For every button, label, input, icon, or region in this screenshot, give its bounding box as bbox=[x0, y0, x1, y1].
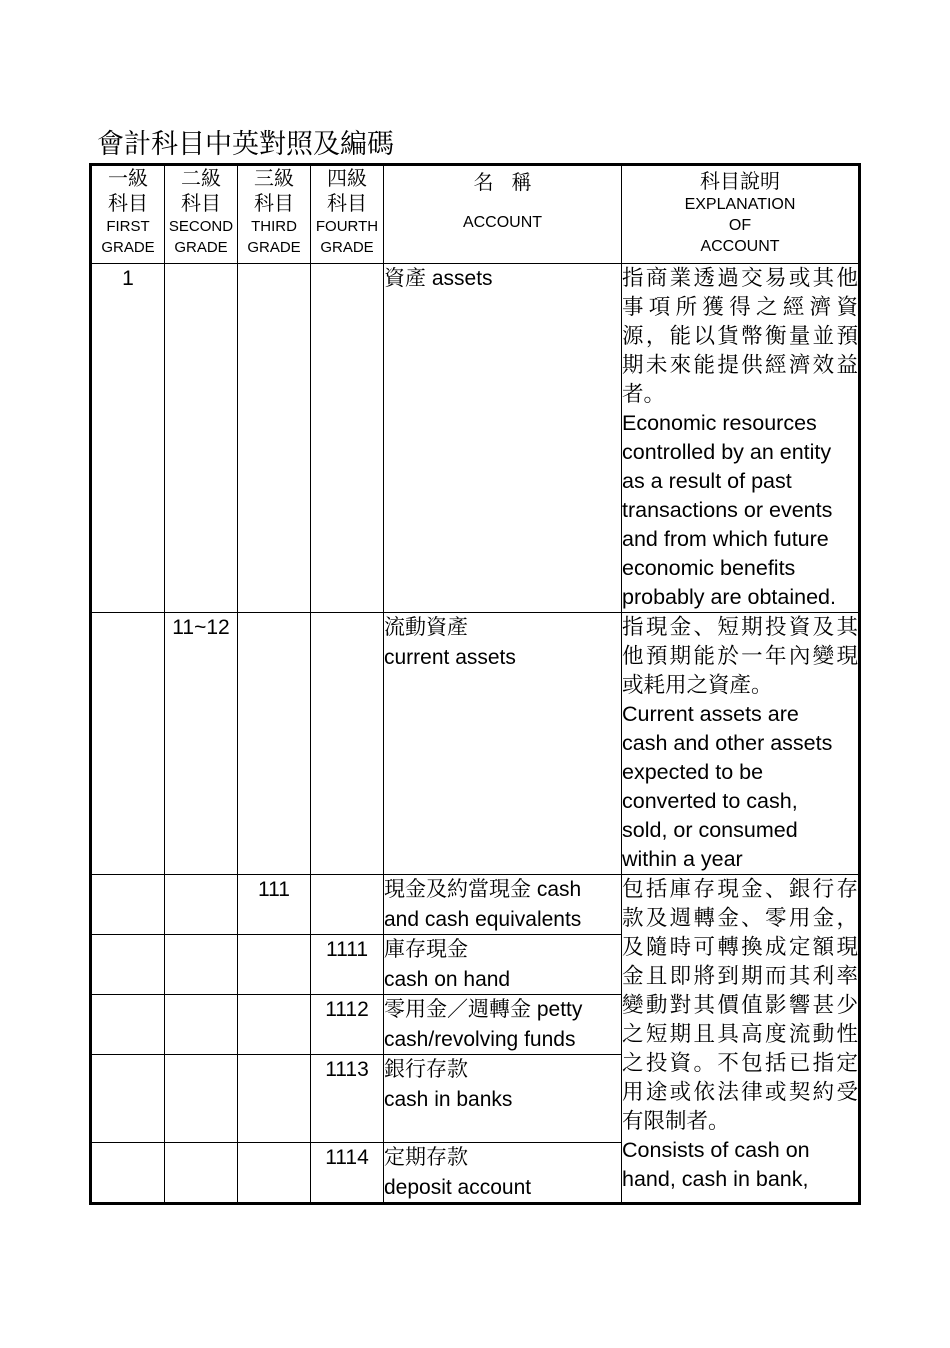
header-en-grade: GRADE bbox=[101, 239, 155, 256]
account-name-line: 零用金／週轉金 petty bbox=[384, 998, 583, 1021]
explanation-cn-line: 變動對其價值影響甚少 bbox=[622, 993, 858, 1017]
cell-second-grade bbox=[165, 875, 238, 935]
explanation-cn-line: 包括庫存現金、銀行存 bbox=[622, 877, 858, 901]
cell-first-grade: 1 bbox=[91, 264, 165, 613]
account-name-line: cash/revolving funds bbox=[384, 1027, 576, 1051]
account-name-line: 資產 assets bbox=[384, 267, 493, 290]
cell-account-name bbox=[384, 935, 622, 995]
explanation-en-line: transactions or events bbox=[622, 498, 833, 522]
cell-second-grade bbox=[165, 1055, 238, 1143]
cell-explanation bbox=[622, 875, 860, 1204]
cell-second-grade bbox=[165, 995, 238, 1055]
explanation-cn-line: 他預期能於一年內變現 bbox=[622, 644, 858, 668]
cell-fourth-grade bbox=[311, 613, 384, 875]
explanation-cn-line: 金且即將到期而其利率 bbox=[622, 964, 858, 988]
cell-second-grade bbox=[165, 264, 238, 613]
cell-account-name bbox=[384, 1055, 622, 1143]
header-en-grade: GRADE bbox=[320, 239, 374, 256]
account-name-line: 現金及約當現金 cash bbox=[384, 878, 582, 901]
explanation-cn-line: 指現金、短期投資及其 bbox=[622, 615, 858, 639]
cell-account-name bbox=[384, 1143, 622, 1204]
explanation-en-line: expected to be bbox=[622, 760, 764, 784]
header-en-level: SECOND bbox=[168, 218, 234, 235]
explanation-cn-line: 指商業透過交易或其他 bbox=[622, 266, 858, 290]
cell-third-grade bbox=[238, 1055, 311, 1143]
header-explanation bbox=[622, 165, 860, 264]
header-en-level: THIRD bbox=[251, 218, 297, 235]
header-fourth-grade bbox=[311, 165, 384, 264]
explanation-cn-line: 者。 bbox=[622, 382, 666, 406]
cell-fourth-grade: 1112 bbox=[311, 995, 384, 1055]
header-en-grade: GRADE bbox=[174, 239, 228, 256]
cell-third-grade: 111 bbox=[238, 875, 311, 935]
cell-account-name bbox=[384, 995, 622, 1055]
header-cn-subject: 科目 bbox=[181, 191, 221, 215]
chart-of-accounts-table bbox=[89, 163, 861, 1205]
cell-first-grade bbox=[91, 1055, 165, 1143]
header-account-name bbox=[384, 165, 622, 264]
account-name-line: and cash equivalents bbox=[384, 907, 582, 931]
explanation-cn-line: 之短期且具高度流動性 bbox=[622, 1022, 858, 1046]
account-name-line: 定期存款 bbox=[384, 1146, 468, 1169]
cell-third-grade bbox=[238, 935, 311, 995]
cell-first-grade bbox=[91, 613, 165, 875]
explanation-cn-line: 之投資。不包括已指定 bbox=[622, 1051, 858, 1075]
header-cn-level: 三級 bbox=[254, 166, 294, 190]
explanation-en-line: controlled by an entity bbox=[622, 440, 832, 464]
cell-first-grade bbox=[91, 875, 165, 935]
header-account-en: ACCOUNT bbox=[462, 214, 543, 231]
cell-first-grade bbox=[91, 995, 165, 1055]
cell-second-grade bbox=[165, 935, 238, 995]
cell-fourth-grade: 1114 bbox=[311, 1143, 384, 1204]
explanation-en-line: probably are obtained. bbox=[622, 585, 836, 609]
header-cn-subject: 科目 bbox=[327, 191, 367, 215]
header-explanation-en: ACCOUNT bbox=[700, 238, 780, 255]
explanation-cn-line: 有限制者。 bbox=[622, 1109, 730, 1133]
explanation-cn-line: 及隨時可轉換成定額現 bbox=[622, 935, 858, 959]
header-cn-level: 一級 bbox=[108, 166, 148, 190]
header-cn-subject: 科目 bbox=[254, 191, 294, 215]
cell-account-name bbox=[384, 264, 622, 613]
explanation-en-line: Current assets are bbox=[622, 702, 799, 726]
explanation-cn-line: 款及週轉金、零用金， bbox=[622, 906, 858, 930]
table-row bbox=[91, 613, 860, 875]
cell-fourth-grade: 1113 bbox=[311, 1055, 384, 1143]
explanation-cn-line: 源，能以貨幣衡量並預 bbox=[622, 324, 858, 348]
explanation-en-line: hand, cash in bank, bbox=[622, 1167, 809, 1191]
explanation-en-line: Economic resources bbox=[622, 411, 817, 435]
cell-account-name bbox=[384, 613, 622, 875]
header-en-grade: GRADE bbox=[247, 239, 301, 256]
explanation-en-line: sold, or consumed bbox=[622, 818, 798, 842]
header-first-grade bbox=[91, 165, 165, 264]
header-cn-level: 四級 bbox=[327, 166, 367, 190]
explanation-en-line: converted to cash, bbox=[622, 789, 798, 813]
document-title: 會計科目中英對照及編碼 bbox=[97, 129, 394, 160]
cell-fourth-grade: 1111 bbox=[311, 935, 384, 995]
explanation-en-line: and from which future bbox=[622, 527, 829, 551]
cell-third-grade bbox=[238, 1143, 311, 1204]
header-explanation-en: OF bbox=[728, 217, 752, 234]
account-name-line: deposit account bbox=[384, 1175, 532, 1199]
cell-second-grade: 11~12 bbox=[165, 613, 238, 875]
account-name-line: cash on hand bbox=[384, 967, 511, 991]
header-explanation-cn: 科目說明 bbox=[700, 169, 780, 193]
header-en-level: FOURTH bbox=[315, 218, 379, 235]
header-cn-subject: 科目 bbox=[108, 191, 148, 215]
cell-fourth-grade bbox=[311, 264, 384, 613]
cell-account-name bbox=[384, 875, 622, 935]
account-name-line: 銀行存款 bbox=[384, 1058, 468, 1081]
header-cn-level: 二級 bbox=[181, 166, 221, 190]
cell-third-grade bbox=[238, 613, 311, 875]
explanation-en-line: Consists of cash on bbox=[622, 1138, 810, 1162]
cell-first-grade bbox=[91, 935, 165, 995]
account-name-line: 庫存現金 bbox=[384, 938, 468, 961]
explanation-en-line: within a year bbox=[622, 847, 743, 871]
cell-third-grade bbox=[238, 264, 311, 613]
account-name-line: cash in banks bbox=[384, 1087, 513, 1111]
explanation-cn-line: 期未來能提供經濟效益 bbox=[622, 353, 858, 377]
explanation-en-line: economic benefits bbox=[622, 556, 796, 580]
header-second-grade bbox=[165, 165, 238, 264]
account-name-line: 流動資產 bbox=[384, 616, 468, 639]
cell-explanation bbox=[622, 264, 860, 613]
cell-third-grade bbox=[238, 995, 311, 1055]
header-en-level: FIRST bbox=[106, 218, 150, 235]
explanation-cn-line: 用途或依法律或契約受 bbox=[622, 1080, 858, 1104]
header-explanation-en: EXPLANATION bbox=[684, 196, 796, 213]
explanation-en-line: as a result of past bbox=[622, 469, 792, 493]
explanation-cn-line: 事項所獲得之經濟資 bbox=[622, 295, 858, 319]
header-account-cn: 名稱 bbox=[473, 170, 550, 194]
explanation-en-line: cash and other assets bbox=[622, 731, 833, 755]
cell-first-grade bbox=[91, 1143, 165, 1204]
explanation-cn-line: 或耗用之資產。 bbox=[622, 673, 773, 697]
table-row bbox=[91, 875, 860, 935]
cell-fourth-grade bbox=[311, 875, 384, 935]
header-third-grade bbox=[238, 165, 311, 264]
cell-second-grade bbox=[165, 1143, 238, 1204]
account-name-line: current assets bbox=[384, 645, 516, 669]
table-row bbox=[91, 264, 860, 613]
cell-explanation bbox=[622, 613, 860, 875]
header-row bbox=[91, 165, 860, 264]
